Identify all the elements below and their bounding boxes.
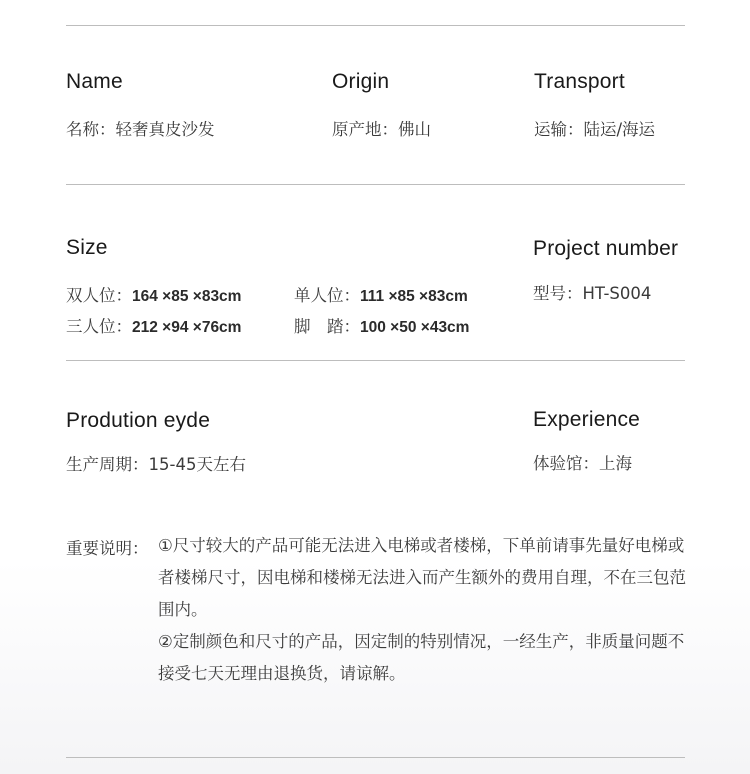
transport-heading: Transport bbox=[534, 70, 625, 93]
production-cycle-value: 生产周期：15-45天左右 bbox=[66, 455, 246, 474]
divider-bottom bbox=[66, 757, 685, 758]
experience-value: 体验馆：上海 bbox=[533, 454, 632, 473]
size-label: 脚 踏： bbox=[294, 317, 360, 336]
notes-body bbox=[158, 530, 693, 690]
size-item-single bbox=[294, 282, 468, 306]
notes-label: 重要说明： bbox=[66, 539, 149, 558]
size-dimensions: 212 ×94 ×76cm bbox=[132, 319, 242, 336]
size-item-double bbox=[66, 282, 241, 306]
size-label: 单人位： bbox=[294, 286, 360, 305]
project-number-value: 型号：HT-S004 bbox=[533, 284, 652, 303]
name-value: 名称：轻奢真皮沙发 bbox=[66, 120, 215, 139]
size-heading: Size bbox=[66, 236, 108, 259]
divider-top bbox=[66, 25, 685, 26]
origin-value: 原产地：佛山 bbox=[332, 120, 431, 139]
size-label: 双人位： bbox=[66, 286, 132, 305]
note-item-1: ①尺寸较大的产品可能无法进入电梯或者楼梯，下单前请事先量好电梯或者楼梯尺寸，因电梯和楼梯无法进入而产生额外的费用自理，不在三包范围内。 bbox=[158, 536, 686, 619]
size-dimensions: 164 ×85 ×83cm bbox=[132, 288, 242, 305]
project-number-heading: Project number bbox=[533, 237, 679, 260]
experience-heading: Experience bbox=[533, 408, 641, 431]
size-item-triple bbox=[66, 313, 241, 337]
size-dimensions: 111 ×85 ×83cm bbox=[360, 288, 468, 305]
origin-heading: Origin bbox=[332, 70, 390, 93]
production-cycle-heading: Prodution eyde bbox=[66, 409, 211, 432]
divider-1 bbox=[66, 184, 685, 185]
transport-value: 运输：陆运/海运 bbox=[534, 120, 656, 139]
size-dimensions: 100 ×50 ×43cm bbox=[360, 319, 470, 336]
size-label: 三人位： bbox=[66, 317, 132, 336]
size-item-ottoman bbox=[294, 313, 469, 337]
name-heading: Name bbox=[66, 70, 123, 93]
divider-2 bbox=[66, 360, 685, 361]
note-item-2: ②定制颜色和尺寸的产品，因定制的特别情况，一经生产，非质量问题不接受七天无理由退换货，请谅解。 bbox=[158, 632, 685, 683]
